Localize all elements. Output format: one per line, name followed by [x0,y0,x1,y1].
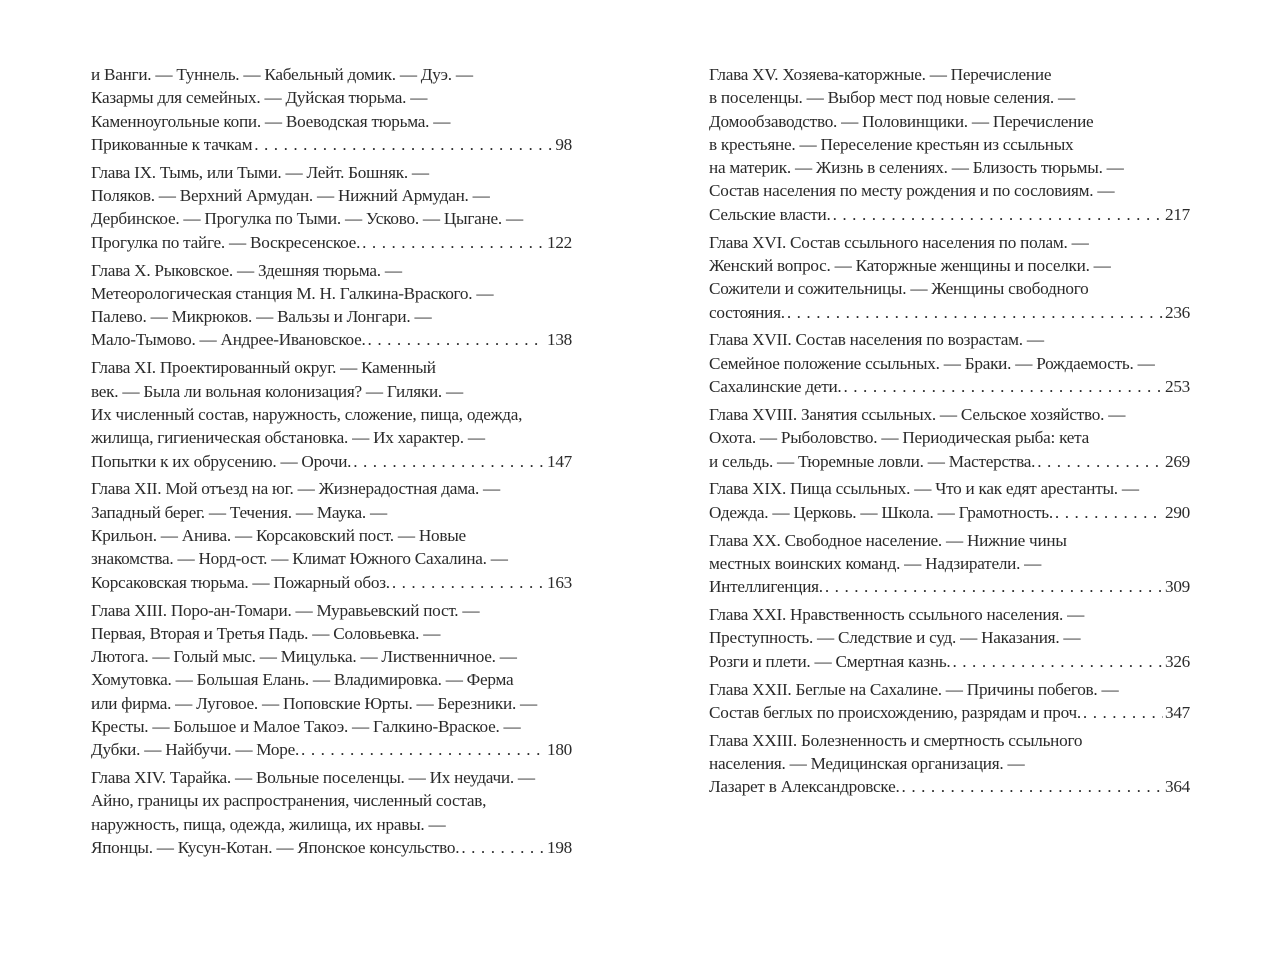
toc-entry [709,603,1190,673]
toc-entry-line: Преступность. — Следствие и суд. — Наказания. — [709,628,1081,648]
toc-entry-line: Крильон. — Анива. — Корсаковский пост. — Новые [91,526,466,546]
toc-entry-last-line [709,501,1190,524]
toc-entry [709,477,1190,524]
dot-leader [843,375,1163,398]
toc-entry [709,403,1190,473]
toc-entry-line: Глава XX. Свободное население. — Нижние чины [709,530,1067,550]
toc-entry [709,529,1190,599]
dot-leader [353,450,545,473]
toc-entry-line: жилища, гигиеническая обстановка. — Их характер. — [91,428,485,448]
toc-entry-title-end: и сельдь. — Тюремные ловли. — Мастерства. [709,451,1036,471]
toc-entry-title-end: Японцы. — Кусун-Котан. — Японское консульство. [91,838,460,858]
toc-entry [709,63,1190,226]
toc-entry-line: Дербинское. — Прогулка по Тыми. — Усково. — Цыгане. — [91,209,523,229]
toc-entry [91,161,572,254]
dot-leader [368,328,545,351]
toc-entry-line: Глава XI. Проектированный округ. — Каменный [91,358,436,378]
toc-entry-title-end: Сахалинские дети. [709,377,842,397]
toc-entry-line: Глава IX. Тымь, или Тыми. — Лейт. Бошняк. — [91,162,429,182]
toc-entry-last-line [91,571,572,594]
toc-entry-line: Состав населения по месту рождения и по сословиям. — [709,181,1115,201]
toc-entry-title-end: Розги и плети. — Смертная казнь. [709,651,951,671]
page-number: 163 [546,572,572,592]
toc-entry [91,477,572,593]
toc-entry-line: Айно, границы их распространения, численный состав, [91,791,487,811]
toc-entry-title-end: Прикованные к тачкам [91,134,253,154]
toc-entry-line: Домообзаводство. — Половинщики. — Перечисление [709,111,1094,131]
toc-entry-line: Метеорологическая станция М. Н. Галкина-Враского. — [91,283,494,303]
toc-entry-line: в поселенцы. — Выбор мест под новые селения. — [709,88,1075,108]
toc-entry-line: Первая, Вторая и Третья Падь. — Соловьевка. — [91,623,441,643]
toc-entry-last-line [91,836,572,859]
left-page-toc [91,63,572,864]
dot-leader [833,203,1163,226]
toc-entry-last-line [709,375,1190,398]
page-number: 98 [555,134,572,154]
toc-entry [91,259,572,352]
toc-entry-line: Глава XIII. Поро-ан-Томари. — Муравьевский пост. — [91,600,480,620]
dot-leader [787,301,1163,324]
toc-entry-line: Западный берег. — Течения. — Маука. — [91,502,387,522]
toc-entry-line: и Ванги. — Туннель. — Кабельный домик. — Дуэ. — [91,65,473,84]
page-number: 122 [546,232,572,252]
toc-entry-line: местных воинских команд. — Надзиратели. — [709,553,1042,573]
toc-entry-last-line [709,775,1190,798]
page-number: 309 [1164,577,1190,597]
toc-entry-line: Палево. — Микрюков. — Вальзы и Лонгари. — [91,307,432,327]
toc-entry-line: Охота. — Рыболовство. — Периодическая рыба: кета [709,428,1089,448]
page-number: 147 [546,451,572,471]
dot-leader [952,650,1163,673]
toc-entry-line: на материк. — Жизнь в селениях. — Близость тюрьмы. — [709,158,1124,178]
toc-entry-title-end: Одежда. — Церковь. — Школа. — Грамотность. [709,502,1053,522]
toc-entry-line: век. — Была ли вольная колонизация? — Гиляки. — [91,381,463,401]
toc-entry-line: или фирма. — Луговое. — Поповские Юрты. — Березники. — [91,693,537,713]
toc-entry [709,328,1190,398]
toc-entry-line: знакомства. — Норд-ост. — Климат Южного Сахалина. — [91,549,508,569]
toc-entry-line: Сожители и сожительницы. — Женщины свободного [709,279,1089,299]
toc-entry-line: Хомутовка. — Большая Елань. — Владимировка. — Ферма [91,670,514,690]
toc-entry-line: Кресты. — Большое и Малое Такоэ. — Галкино-Враское. — [91,716,521,736]
toc-entry-line: Глава XII. Мой отъезд на юг. — Жизнерадостная дама. — [91,479,500,499]
toc-entry-title-end: Сельские власти. [709,204,831,224]
toc-entry-last-line [91,328,572,351]
toc-entry-title-end: Прогулка по тайге. — Воскресенское. [91,232,361,252]
dot-leader [301,738,545,761]
page-number: 290 [1164,502,1190,522]
toc-entry-title-end: Интеллигенция. [709,577,823,597]
page-number: 180 [546,740,572,760]
toc-entry-line: Глава X. Рыковское. — Здешняя тюрьма. — [91,260,402,280]
page-number: 138 [546,330,572,350]
dot-leader [362,231,545,254]
right-page-toc [709,63,1190,803]
page-number: 236 [1164,302,1190,322]
toc-entry-line: в крестьяне. — Переселение крестьян из ссыльных [709,134,1074,154]
toc-entry-line: Семейное положение ссыльных. — Браки. — Рождаемость. — [709,353,1155,373]
toc-entry-last-line [709,650,1190,673]
toc-entry-line: наружность, пища, одежда, жилища, их нравы. — [91,814,446,834]
dot-leader [392,571,545,594]
toc-entry-line: Глава XIX. Пища ссыльных. — Что и как едят арестанты. — [709,479,1139,499]
toc-entry-line: Глава XXII. Беглые на Сахалине. — Причины побегов. — [709,679,1119,699]
toc-entry-line: Лютога. — Голый мыс. — Мицулька. — Лиственничное. — [91,647,517,667]
toc-entry-last-line [91,231,572,254]
toc-entry-title-end: Дубки. — Найбучи. — Море. [91,740,300,760]
toc-entry-line: Каменноугольные копи. — Воеводская тюрьма. — [91,111,451,131]
dot-leader [1055,501,1163,524]
dot-leader [461,836,545,859]
dot-leader [1037,450,1163,473]
page-number: 269 [1164,451,1190,471]
dot-leader [1083,701,1163,724]
toc-entry-line: Поляков. — Верхний Армудан. — Нижний Армудан. — [91,186,490,206]
page-number: 364 [1164,777,1190,797]
toc-entry-last-line [709,701,1190,724]
toc-entry [709,678,1190,725]
toc-entry [91,599,572,762]
toc-entry-title-end: состояния. [709,302,785,322]
toc-entry-line: Глава XVII. Состав населения по возрастам. — [709,330,1044,350]
toc-entry [91,766,572,859]
toc-entry-line: Их численный состав, наружность, сложение, пища, одежда, [91,404,523,424]
dot-leader [254,133,553,156]
toc-entry-line: Глава XV. Хозяева-каторжные. — Перечисление [709,65,1052,84]
toc-entry-last-line [709,203,1190,226]
toc-entry [709,231,1190,324]
toc-entry [91,356,572,472]
toc-entry-last-line [709,450,1190,473]
toc-entry-title-end: Корсаковская тюрьма. — Пожарный обоз. [91,572,390,592]
toc-entry-line: Глава XIV. Тарайка. — Вольные поселенцы. — Их неудачи. — [91,768,535,788]
toc-entry-last-line [91,133,572,156]
toc-entry-last-line [709,575,1190,598]
toc-entry-last-line [91,450,572,473]
toc-entry-line: Глава XVI. Состав ссыльного населения по полам. — [709,232,1089,252]
toc-entry-last-line [91,738,572,761]
toc-entry [91,63,572,156]
toc-entry-title-end: Попытки к их обрусению. — Орочи. [91,451,352,471]
toc-entry [709,729,1190,799]
toc-entry-line: Глава XXIII. Болезненность и смертность ссыльного [709,730,1083,750]
toc-entry-title-end: Лазарет в Александровске. [709,777,900,797]
toc-entry-last-line [709,301,1190,324]
dot-leader [902,775,1163,798]
page-number: 326 [1164,651,1190,671]
toc-entry-title-end: Мало-Тымово. — Андрее-Ивановское. [91,330,366,350]
toc-entry-line: Глава XVIII. Занятия ссыльных. — Сельское хозяйство. — [709,404,1126,424]
toc-entry-line: Глава XXI. Нравственность ссыльного населения. — [709,605,1085,625]
page-number: 217 [1164,204,1190,224]
page-number: 347 [1164,702,1190,722]
toc-entry-title-end: Состав беглых по происхождению, разрядам и проч. [709,702,1081,722]
page-number: 253 [1164,377,1190,397]
toc-entry-line: Женский вопрос. — Каторжные женщины и поселки. — [709,255,1111,275]
toc-entry-line: населения. — Медицинская организация. — [709,754,1025,774]
dot-leader [825,575,1163,598]
toc-entry-line: Казармы для семейных. — Дуйская тюрьма. — [91,88,428,108]
page-number: 198 [546,838,572,858]
